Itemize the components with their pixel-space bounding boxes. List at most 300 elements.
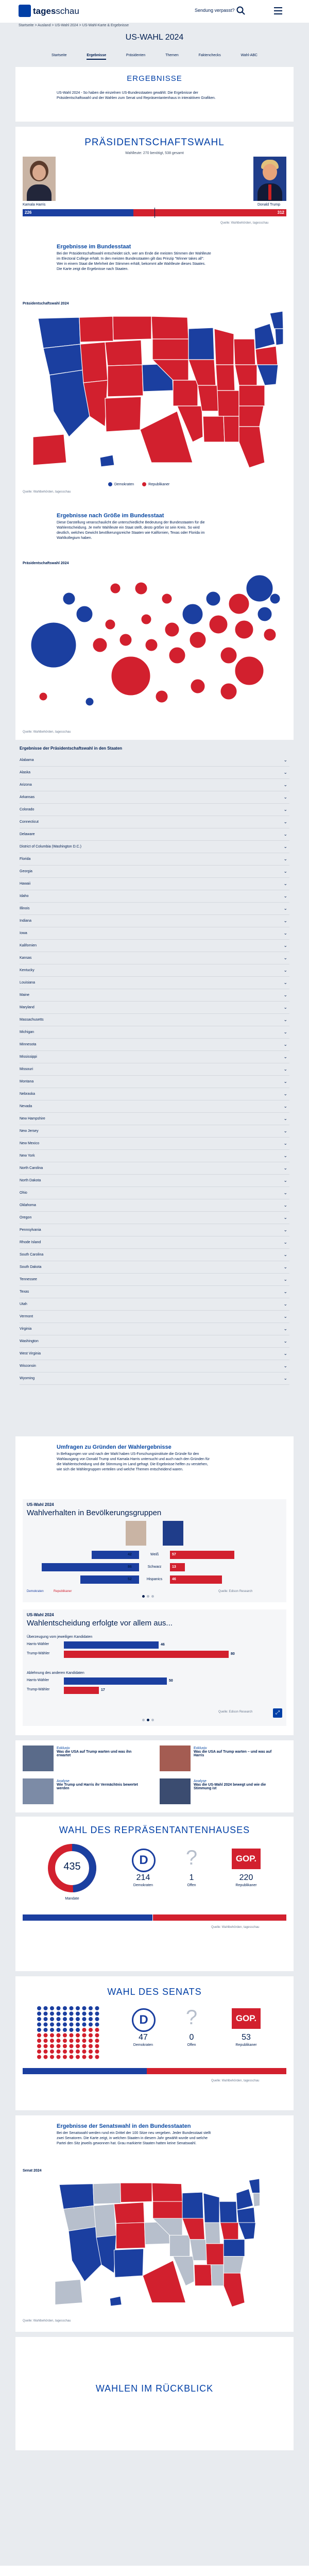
state-name: Delaware xyxy=(20,833,35,836)
chevron-down-icon: ⌄ xyxy=(283,1326,287,1331)
state-accordion-row[interactable] xyxy=(20,828,289,841)
state-name: District of Columbia (Washington D.C.) xyxy=(20,845,81,849)
state-name: Missouri xyxy=(20,1067,33,1071)
senate-seat xyxy=(44,2023,48,2027)
state-list-title: Ergebnisse der Präsidentschaftswahl in den Staaten xyxy=(20,746,123,751)
state-name: Michigan xyxy=(20,1030,35,1034)
state-accordion-row[interactable] xyxy=(20,1175,289,1187)
senate-bar-rep xyxy=(147,2068,286,2074)
state-name: Hawaii xyxy=(20,882,31,886)
state-accordion-row[interactable] xyxy=(20,1323,289,1335)
senate-seat xyxy=(82,2012,87,2016)
state-bubble[interactable] xyxy=(209,615,228,634)
state-bubble[interactable] xyxy=(111,656,150,696)
senate-dem-label: Demokraten xyxy=(133,2043,153,2047)
site-logo[interactable]: tagesschau xyxy=(33,6,79,16)
state-bubble[interactable] xyxy=(135,582,147,595)
state-name: Tennessee xyxy=(20,1278,37,1281)
teaser-image[interactable] xyxy=(23,1745,54,1771)
senate-seat xyxy=(82,2033,87,2038)
teaser[interactable] xyxy=(194,1747,281,1757)
state-accordion-row[interactable] xyxy=(20,1224,289,1236)
senate-seat xyxy=(70,2023,74,2027)
poll-bar-rep xyxy=(64,1651,229,1658)
state-bubble[interactable] xyxy=(191,679,205,693)
source-note: Quelle: Edison Research xyxy=(218,1710,253,1714)
state-bubble[interactable] xyxy=(156,690,168,703)
trump-thumb xyxy=(163,1521,183,1546)
senate-seat xyxy=(50,2023,54,2027)
state-accordion-row[interactable] xyxy=(20,940,289,952)
state-accordion-row[interactable] xyxy=(20,791,289,804)
state-accordion-row[interactable] xyxy=(20,890,289,903)
senate-seat xyxy=(63,2006,67,2010)
chevron-down-icon: ⌄ xyxy=(283,1153,287,1158)
poll-row-label: Hispanics xyxy=(146,1578,163,1581)
source-note: Quelle: Edison Research xyxy=(218,1590,253,1593)
senate-seat xyxy=(82,2055,87,2059)
senate-seat xyxy=(95,2006,99,2010)
bubble-map-text xyxy=(57,513,211,541)
poll-title: Wahlverhalten in Bevölkerungsgruppen xyxy=(27,1509,162,1517)
state-accordion-row[interactable] xyxy=(20,952,289,964)
presidential-sub: Wahlleute: 270 benötigt, 538 gesamt xyxy=(125,151,184,155)
breadcrumb[interactable]: Startseite > Ausland > US-Wahl 2024 > US-Wahl-Karte & Ergebnisse xyxy=(19,24,129,27)
poll-group-label: Überzeugung vom jeweiligen Kandidaten xyxy=(27,1635,93,1639)
review-card xyxy=(15,2337,294,2450)
senate-seat xyxy=(63,2012,67,2016)
chevron-down-icon: ⌄ xyxy=(283,1165,287,1171)
question-icon: ? xyxy=(185,1846,198,1869)
teaser-image[interactable] xyxy=(160,1778,191,1804)
state-name: Ohio xyxy=(20,1191,27,1195)
state-name: Massachusetts xyxy=(20,1018,44,1022)
state-accordion-row[interactable] xyxy=(20,1212,289,1224)
senate-seat xyxy=(63,2049,67,2054)
state-accordion-row[interactable] xyxy=(20,1088,289,1100)
state-accordion-row[interactable] xyxy=(20,1026,289,1039)
senate-seat xyxy=(37,2006,41,2010)
state-accordion-row[interactable] xyxy=(20,878,289,890)
state-bubble[interactable] xyxy=(220,683,237,700)
chevron-down-icon: ⌄ xyxy=(283,1190,287,1195)
senate-seat xyxy=(50,2039,54,2043)
senate-seat xyxy=(89,2039,93,2043)
gop-logo-icon: GOP. xyxy=(232,2008,261,2029)
state-bubble[interactable] xyxy=(246,575,273,602)
question-icon: ? xyxy=(185,2006,198,2029)
state-accordion-row[interactable] xyxy=(20,1311,289,1323)
teaser-image[interactable] xyxy=(23,1778,54,1804)
state-accordion-row[interactable] xyxy=(20,1335,289,1348)
carousel-dots[interactable] xyxy=(142,1595,154,1598)
state-accordion-row[interactable] xyxy=(20,1236,289,1249)
state-accordion-row[interactable] xyxy=(20,1150,289,1162)
senate-seat xyxy=(50,2033,54,2038)
state-name: Connecticut xyxy=(20,820,39,824)
chevron-down-icon: ⌄ xyxy=(283,1301,287,1307)
bubble-map-title: Ergebnisse nach Größe im Bundesstaat xyxy=(57,513,164,519)
state-accordion-row[interactable] xyxy=(20,853,289,866)
state-bubble[interactable] xyxy=(93,638,107,652)
chevron-down-icon: ⌄ xyxy=(283,1338,287,1344)
subnav-item[interactable]: Themen xyxy=(165,54,179,57)
state-name: Rhode Island xyxy=(20,1241,41,1244)
teaser-kicker: Analyse xyxy=(194,1780,207,1783)
house-rep-seats: 220 xyxy=(239,1873,253,1882)
state-accordion-row[interactable] xyxy=(20,1360,289,1372)
results-heading: ERGEBNISSE xyxy=(127,74,182,83)
state-accordion-row[interactable] xyxy=(20,1125,289,1138)
source-note: Quelle: Wahlbehörden, tagesschau xyxy=(23,731,71,734)
state-name: Florida xyxy=(20,857,31,861)
state-bubble[interactable] xyxy=(229,594,249,614)
poll-title: Wahlentscheidung erfolgte vor allem aus... xyxy=(27,1619,173,1628)
subnav-item[interactable]: Startseite xyxy=(52,54,67,57)
us-senate-map[interactable] xyxy=(23,2176,286,2315)
state-name: Pennsylvania xyxy=(20,1228,41,1232)
legend-dem xyxy=(108,482,134,486)
state-bubble[interactable] xyxy=(258,607,272,621)
state-name: Montana xyxy=(20,1080,34,1083)
democrat-logo-icon: D xyxy=(132,2008,156,2032)
senate-seat xyxy=(95,2033,99,2038)
state-bubble[interactable] xyxy=(110,583,121,594)
senate-open-label: Offen xyxy=(187,2043,196,2047)
state-bubble[interactable] xyxy=(85,698,94,706)
state-accordion-row[interactable] xyxy=(20,1249,289,1261)
state-name: Vermont xyxy=(20,1315,33,1318)
state-bubble[interactable] xyxy=(105,619,115,630)
demographics-poll-card xyxy=(23,1499,286,1602)
subnav-item[interactable]: Präsidenten xyxy=(126,54,146,57)
senate-seat xyxy=(63,2023,67,2027)
poll-row-label: Trump-Wähler xyxy=(27,1652,50,1655)
poll-value-rep: 57 xyxy=(172,1553,176,1556)
source-note: Quelle: Wahlbehörden, tagesschau xyxy=(211,2079,260,2082)
senate-seat xyxy=(63,2017,67,2021)
senate-seat xyxy=(50,2006,54,2010)
teaser[interactable] xyxy=(194,1780,281,1790)
senate-seat xyxy=(95,2012,99,2016)
state-accordion-row[interactable] xyxy=(20,1274,289,1286)
state-bubble[interactable] xyxy=(220,647,237,664)
senate-seat xyxy=(63,2033,67,2038)
senate-seat xyxy=(37,2012,41,2016)
chevron-down-icon: ⌄ xyxy=(283,757,287,762)
gop-logo-icon: GOP. xyxy=(232,1849,261,1869)
senate-map-title: Ergebnisse der Senatswahl in den Bundesstaaten xyxy=(57,2123,191,2129)
chevron-down-icon: ⌄ xyxy=(283,968,287,973)
poll-row-label: Trump-Wähler xyxy=(27,1688,50,1691)
senate-seat xyxy=(44,2033,48,2038)
state-bubble[interactable] xyxy=(264,629,276,641)
senate-seat xyxy=(76,2049,80,2054)
chevron-down-icon: ⌄ xyxy=(283,1351,287,1356)
senate-seat xyxy=(37,2028,41,2032)
senate-seat xyxy=(37,2033,41,2038)
exit-polls-title: Umfragen zu Gründen der Wahlergebnisse xyxy=(57,1444,171,1450)
chevron-down-icon: ⌄ xyxy=(283,992,287,997)
bubble-map-label: Präsidentschaftswahl 2024 xyxy=(23,562,69,565)
us-state-result-map[interactable] xyxy=(23,308,286,478)
senate-seat xyxy=(76,2028,80,2032)
state-map-body: Bei der Präsidentschaftswahl entscheidet sich, wer am Ende die meisten Stimmen der Wahlleute im Electoral College erhält. In den meisten Bundesstaaten gilt das Prinzip "Winner takes all": Wer in einem Staat die Mehrheit der Stimmen erhält, bekommt alle Wahlleute dieses Staates. Die Karte zeigt die Ergebnisse nach Staaten. xyxy=(57,252,211,271)
exit-polls-card xyxy=(15,1436,294,1735)
state-name: New Hampshire xyxy=(20,1117,45,1121)
poll-bar-dem xyxy=(42,1563,139,1571)
source-note: Quelle: Wahlbehörden, tagesschau xyxy=(211,1926,260,1929)
state-bubble[interactable] xyxy=(165,622,179,637)
state-accordion-row[interactable] xyxy=(20,915,289,927)
senate-heading: WAHL DES SENATS xyxy=(107,1987,202,1997)
teaser-image[interactable] xyxy=(160,1745,191,1771)
senate-seat xyxy=(89,2023,93,2027)
senate-dem-seats: 47 xyxy=(139,2033,148,2042)
chevron-down-icon: ⌄ xyxy=(283,1202,287,1208)
senate-open-seats: 0 xyxy=(189,2033,194,2042)
menu-icon[interactable] xyxy=(274,7,282,14)
poll-bar-rep xyxy=(170,1551,234,1559)
state-accordion-row[interactable] xyxy=(20,767,289,779)
state-name: West Virginia xyxy=(20,1352,41,1355)
electoral-bar xyxy=(23,209,286,216)
senate-seat xyxy=(57,2033,61,2038)
senate-rep-seats: 53 xyxy=(242,2033,251,2042)
senate-map-label: Senat 2024 xyxy=(23,2169,42,2173)
house-total-label: Mandate xyxy=(65,1897,79,1901)
us-bubble-map[interactable] xyxy=(23,568,286,722)
senate-map-card xyxy=(15,2115,294,2332)
state-accordion-row[interactable] xyxy=(20,977,289,989)
harris-portrait xyxy=(23,157,56,201)
senate-seat xyxy=(89,2017,93,2021)
page-title: US-WAHL 2024 xyxy=(125,33,184,42)
state-bubble[interactable] xyxy=(206,591,220,606)
house-open-seats: 1 xyxy=(189,1873,194,1882)
senate-seat xyxy=(44,2049,48,2054)
state-bubble[interactable] xyxy=(235,620,253,639)
senate-seat xyxy=(63,2044,67,2048)
footer-link[interactable] xyxy=(15,2574,294,2576)
senate-map-body: Bei der Senatswahl werden rund ein Drittel der 100 Sitze neu vergeben. Jeder Bundesstaat stellt zwei Senatoren. Die Karte zeigt, in welchen Staaten in diesem Jahr gewählt wurde und welche Partei den Sitz jeweils gewonnen hat. Grau markierte Staaten hatten keine Senatswahl. xyxy=(57,2131,211,2145)
exit-polls-text xyxy=(57,1445,211,1472)
state-bubble[interactable] xyxy=(31,622,76,668)
house-total: 435 xyxy=(63,1861,81,1872)
chevron-down-icon: ⌄ xyxy=(283,1141,287,1146)
expand-button[interactable]: ⤢ xyxy=(273,1708,282,1718)
state-accordion-row[interactable] xyxy=(20,1113,289,1125)
state-bubble[interactable] xyxy=(119,634,132,646)
state-accordion-row[interactable] xyxy=(20,1051,289,1063)
chevron-down-icon: ⌄ xyxy=(283,1091,287,1096)
senate-seat xyxy=(50,2017,54,2021)
state-bubble[interactable] xyxy=(270,594,280,604)
state-name: Utah xyxy=(20,1302,27,1306)
tagesschau-logo-icon[interactable] xyxy=(19,5,31,17)
senate-seat xyxy=(82,2039,87,2043)
senate-seat xyxy=(76,2012,80,2016)
teaser-title: Was die USA auf Trump warten und was ihn erwartet xyxy=(57,1750,132,1757)
poll-value: 80 xyxy=(231,1652,235,1656)
senate-seat xyxy=(44,2017,48,2021)
state-accordion-row[interactable] xyxy=(20,1039,289,1051)
state-map-label: Präsidentschaftswahl 2024 xyxy=(23,302,69,306)
senate-seat xyxy=(44,2039,48,2043)
teaser-kicker: Exklusiv xyxy=(57,1747,70,1750)
democrat-logo-icon: D xyxy=(132,1849,156,1872)
state-accordion-row[interactable] xyxy=(20,903,289,915)
state-name: Virginia xyxy=(20,1327,32,1331)
senate-seat xyxy=(95,2044,99,2048)
results-intro-card xyxy=(15,67,294,122)
chevron-down-icon: ⌄ xyxy=(283,1079,287,1084)
senate-seat xyxy=(89,2055,93,2059)
chevron-down-icon: ⌄ xyxy=(283,1066,287,1072)
carousel-dots[interactable] xyxy=(142,1719,154,1721)
chevron-down-icon: ⌄ xyxy=(283,1128,287,1133)
state-bubble[interactable] xyxy=(235,656,264,685)
senate-seat xyxy=(89,2049,93,2054)
poll-value: 50 xyxy=(169,1679,173,1683)
senate-seat xyxy=(95,2049,99,2054)
state-bubble[interactable] xyxy=(76,606,93,622)
senate-seat xyxy=(82,2006,87,2010)
presidential-heading: PRÄSIDENTSCHAFTSWAHL xyxy=(84,137,225,148)
missed-show-link[interactable]: Sendung verpasst? xyxy=(195,8,235,13)
senate-seat xyxy=(37,2017,41,2021)
state-bubble[interactable] xyxy=(145,639,158,651)
state-accordion-row[interactable] xyxy=(20,816,289,828)
state-accordion-row[interactable] xyxy=(20,1348,289,1360)
state-map-text xyxy=(57,244,211,272)
state-bubble[interactable] xyxy=(169,647,185,664)
chevron-down-icon: ⌄ xyxy=(283,906,287,911)
state-bubble[interactable] xyxy=(39,692,47,701)
site-header xyxy=(0,0,309,23)
state-bubble[interactable] xyxy=(190,632,206,648)
senate-seat xyxy=(70,2039,74,2043)
chevron-down-icon: ⌄ xyxy=(283,1289,287,1294)
state-accordion-row[interactable] xyxy=(20,841,289,853)
senate-seat xyxy=(95,2023,99,2027)
state-bubble[interactable] xyxy=(63,592,75,605)
state-accordion-row[interactable] xyxy=(20,1162,289,1175)
senate-seat xyxy=(82,2017,87,2021)
teaser[interactable] xyxy=(57,1780,144,1790)
chevron-down-icon: ⌄ xyxy=(283,1252,287,1257)
senate-seat xyxy=(70,2012,74,2016)
state-accordion-row[interactable] xyxy=(20,989,289,1002)
state-accordion-row[interactable] xyxy=(20,1138,289,1150)
state-name: Minnesota xyxy=(20,1043,37,1046)
subnav-item[interactable]: Faktenchecks xyxy=(198,54,221,57)
chevron-down-icon: ⌄ xyxy=(283,1116,287,1121)
state-map-title: Ergebnisse im Bundesstaat xyxy=(57,244,131,250)
state-accordion-row[interactable] xyxy=(20,927,289,940)
chevron-down-icon: ⌄ xyxy=(283,1017,287,1022)
state-name: Iowa xyxy=(20,931,27,935)
senate-seat xyxy=(63,2055,67,2059)
chevron-down-icon: ⌄ xyxy=(283,1240,287,1245)
senate-seat-grid[interactable] xyxy=(36,2005,103,2062)
teaser[interactable] xyxy=(57,1747,144,1757)
senate-seat xyxy=(70,2033,74,2038)
state-accordion-row[interactable] xyxy=(20,1100,289,1113)
senate-seat xyxy=(95,2028,99,2032)
chevron-down-icon: ⌄ xyxy=(283,1376,287,1381)
senate-seat xyxy=(70,2044,74,2048)
state-name: South Dakota xyxy=(20,1265,42,1269)
state-accordion-row[interactable] xyxy=(20,1199,289,1212)
state-accordion-row[interactable] xyxy=(20,1063,289,1076)
search-icon[interactable] xyxy=(236,6,246,16)
senate-seat xyxy=(70,2049,74,2054)
poll-row-label: Harris-Wähler xyxy=(27,1679,49,1682)
senate-seat xyxy=(76,2023,80,2027)
senate-seat xyxy=(89,2044,93,2048)
poll-value-rep: 13 xyxy=(172,1565,176,1569)
state-accordion-row[interactable] xyxy=(20,1261,289,1274)
state-accordion-row[interactable] xyxy=(20,1286,289,1298)
poll-value-dem: 86 xyxy=(128,1565,132,1569)
senate-seat xyxy=(70,2006,74,2010)
chevron-down-icon: ⌄ xyxy=(283,1264,287,1269)
state-name: Louisiana xyxy=(20,981,35,985)
senate-seat xyxy=(37,2023,41,2027)
state-accordion-row[interactable] xyxy=(20,754,289,767)
subnav-item[interactable]: Wahl-ABC xyxy=(241,54,258,57)
senate-seat xyxy=(37,2055,41,2059)
teaser-title: Wie Trump und Harris ihr Vermächtnis bewertet werden xyxy=(57,1783,138,1790)
senate-seat xyxy=(57,2023,61,2027)
state-bubble[interactable] xyxy=(141,614,151,624)
majority-marker xyxy=(154,208,155,218)
state-name: Maryland xyxy=(20,1006,35,1009)
state-name: Oregon xyxy=(20,1216,32,1219)
house-bar-dem xyxy=(23,1914,152,1921)
state-accordion-row[interactable] xyxy=(20,1014,289,1026)
chevron-down-icon: ⌄ xyxy=(283,869,287,874)
state-accordion-row[interactable] xyxy=(20,964,289,977)
senate-seat xyxy=(50,2028,54,2032)
state-accordion-row[interactable] xyxy=(20,1076,289,1088)
senate-seat xyxy=(70,2028,74,2032)
harris-electoral-votes: 226 xyxy=(25,210,32,215)
state-accordion-row[interactable] xyxy=(20,866,289,878)
state-accordion-row[interactable] xyxy=(20,1187,289,1199)
state-bubble[interactable] xyxy=(182,604,203,624)
senate-map-text xyxy=(57,2124,211,2146)
senate-seat xyxy=(44,2044,48,2048)
state-bubble[interactable] xyxy=(162,594,172,604)
senate-seat xyxy=(76,2044,80,2048)
state-accordion-row[interactable] xyxy=(20,1372,289,1385)
poll-value: 46 xyxy=(161,1643,165,1647)
teaser-grid xyxy=(15,1740,294,1812)
state-accordion-row[interactable] xyxy=(20,1002,289,1014)
senate-seat xyxy=(57,2028,61,2032)
state-accordion-row[interactable] xyxy=(20,779,289,791)
senate-seat xyxy=(95,2055,99,2059)
subnav-item-active[interactable]: Ergebnisse xyxy=(87,54,106,60)
state-accordion-row[interactable] xyxy=(20,1298,289,1311)
senate-seat xyxy=(57,2055,61,2059)
state-name: Alaska xyxy=(20,771,31,774)
state-accordion-row[interactable] xyxy=(20,804,289,816)
senate-seat xyxy=(50,2055,54,2059)
senate-seat xyxy=(89,2012,93,2016)
